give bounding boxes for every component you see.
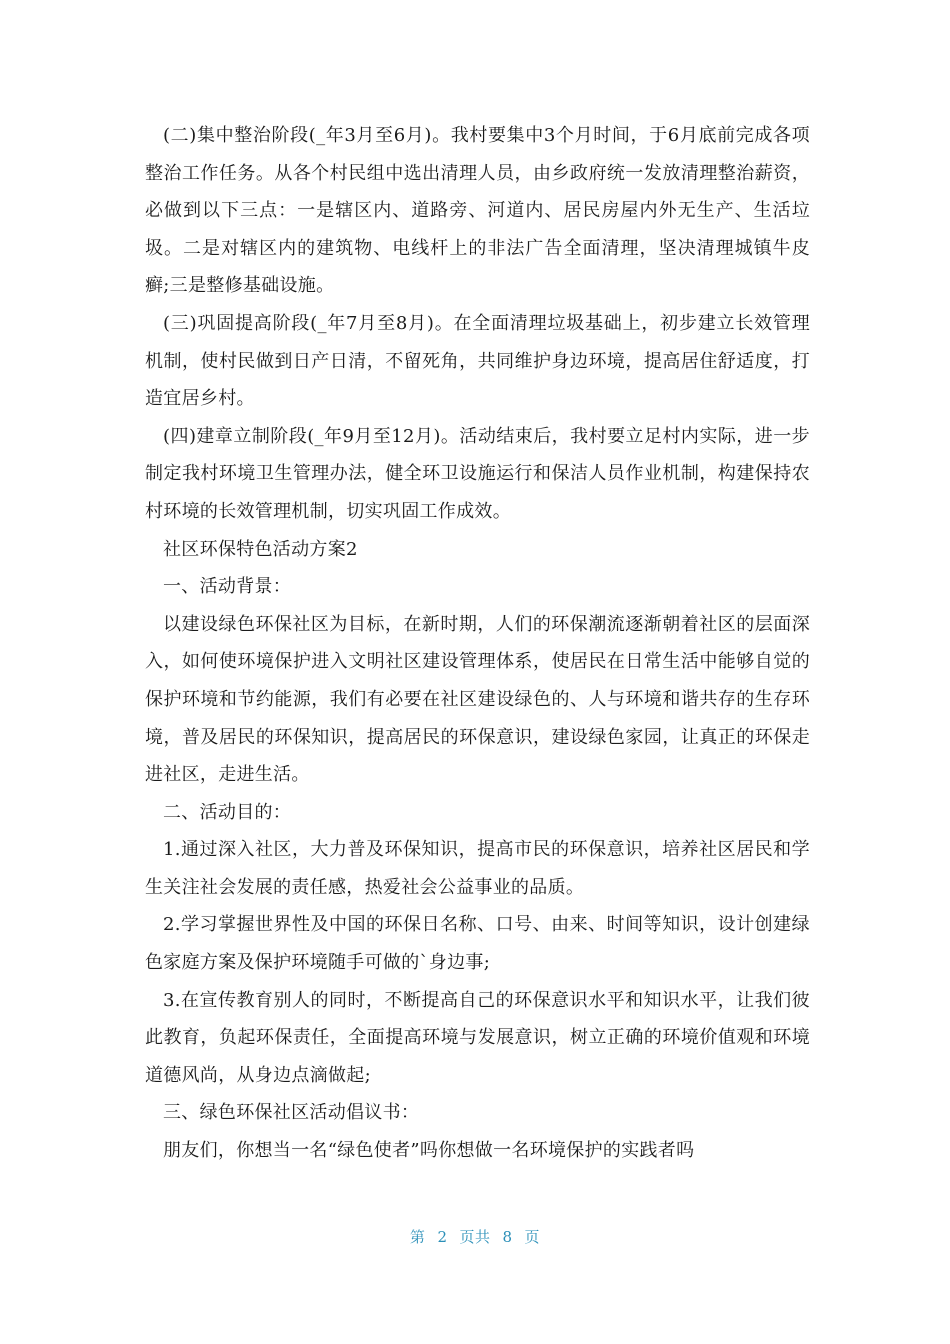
paragraph-stage-two: (二)集中整治阶段(_年3月至6月)。我村要集中3个月时间，于6月底前完成各项整治工作任务。从各个村民组中选出清理人员，由乡政府统一发放清理整治薪资，必做到以下三点：一是辖区内、道路旁、河道内、居民房屋内外无生产、生活垃圾。二是对辖区内的建筑物、电线杆上的非法广告全面清理，坚决清理城镇牛皮癣;三是整修基础设施。 xyxy=(145,125,810,297)
paragraph-background: 以建设绿色环保社区为目标，在新时期，人们的环保潮流逐渐朝着社区的层面深入，如何使环境保护进入文明社区建设管理体系，使居民在日常生活中能够自觉的保护环境和节约能源，我们有必要在社区建设绿色的、人与环境和谐共存的生存环境，普及居民的环保知识，提高居民的环保意识，建设绿色家园，让真正的环保走进社区，走进生活。 xyxy=(145,613,810,786)
list-item-purpose-2: 2.学习掌握世界性及中国的环保日名称、口号、由来、时间等知识，设计创建绿色家庭方案及保护环境随手可做的`身边事; xyxy=(145,914,810,974)
paragraph-stage-four: (四)建章立制阶段(_年9月至12月)。活动结束后，我村要立足村内实际，进一步制定我村环境卫生管理办法，健全环卫设施运行和保洁人员作业机制，构建保持农村环境的长效管理机制，切实巩固工作成效。 xyxy=(145,425,810,522)
list-item-purpose-1: 1.通过深入社区，大力普及环保知识，提高市民的环保意识，培养社区居民和学生关注社会发展的责任感，热爱社会公益事业的品质。 xyxy=(145,839,810,898)
footer-suffix: 页 xyxy=(524,1228,541,1246)
heading-proposal: 三、绿色环保社区活动倡议书： xyxy=(163,1102,420,1124)
footer-total-pages: 8 xyxy=(502,1228,513,1246)
page-footer xyxy=(0,1226,950,1247)
list-item-purpose-3: 3.在宣传教育别人的同时，不断提高自己的环保意识水平和知识水平，让我们彼此教育，负起环保责任，全面提高环境与发展意识，树立正确的环境价值观和环境道德风尚，从身边点滴做起; xyxy=(145,989,810,1086)
footer-prefix: 第 xyxy=(409,1228,426,1246)
footer-middle: 页共 xyxy=(459,1228,491,1246)
footer-current-page: 2 xyxy=(437,1228,448,1246)
paragraph-stage-three: (三)巩固提高阶段(_年7月至8月)。在全面清理垃圾基础上，初步建立长效管理机制，使村民做到日产日清，不留死角，共同维护身边环境，提高居住舒适度，打造宜居乡村。 xyxy=(145,312,810,410)
document-body xyxy=(145,117,810,1170)
heading-purpose: 二、活动目的： xyxy=(163,801,292,823)
heading-background: 一、活动背景： xyxy=(163,576,292,598)
paragraph-proposal: 朋友们，你想当一名“绿色使者”吗你想做一名环境保护的实践者吗 xyxy=(163,1140,695,1162)
section-title-plan-2: 社区环保特色活动方案2 xyxy=(163,538,358,560)
